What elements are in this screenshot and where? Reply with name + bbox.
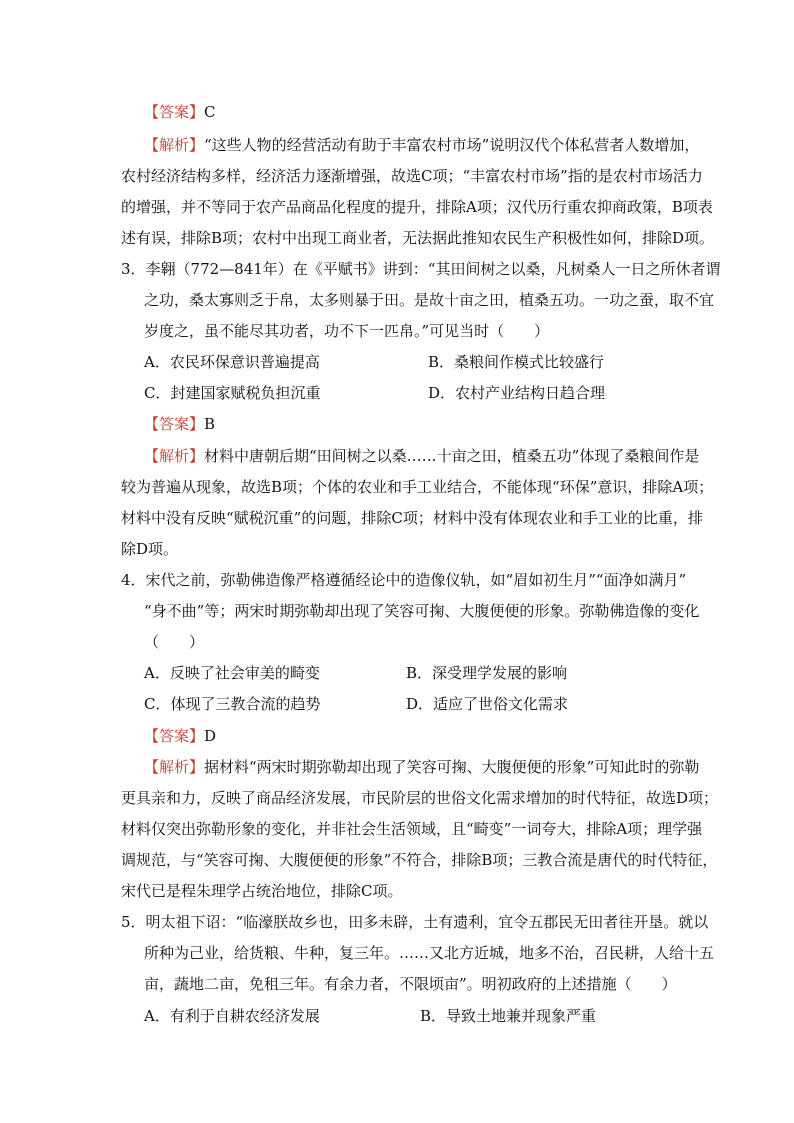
q4-answer-line (144, 726, 216, 746)
q4-analysis-line-5: 宋代已是程朱理学占统治地位，排除C项。 (121, 882, 403, 900)
answer-tag: 【答案】 (144, 727, 205, 745)
q4-option-b: B．深受理学发展的影响 (406, 664, 568, 682)
q2-analysis-line-3: 的增强，并不等同于农产品商品化程度的提升，排除A项；汉代历行重农抑商政策，B项表 (121, 198, 713, 216)
q4-stem-line-3: （ ） (144, 633, 205, 651)
q3-stem-line-2: 之功，桑太寡则乏于帛，太多则暴于田。是故十亩之田，植桑五功。一功之蚕，取不宜 (144, 291, 715, 309)
q3-analysis-line-3: 材料中没有反映“赋税沉重”的问题，排除C项；材料中没有体现农业和手工业的比重，排 (121, 509, 703, 527)
analysis-text: 材料中唐朝后期“田间树之以桑……十亩之田，植桑五功”体现了桑粮间作是 (204, 447, 700, 465)
q3-option-c: C．封建国家赋税负担沉重 (144, 384, 321, 402)
q4-stem-line-1: 4．宋代之前，弥勒佛造像严格遵循经论中的造像仪轨，如“眉如初生月”“面净如满月” (121, 571, 687, 589)
answer-value: C (204, 103, 216, 121)
q4-option-c: C．体现了三教合流的趋势 (144, 695, 321, 713)
q2-analysis-line-1 (144, 135, 699, 155)
q5-stem-line-2: 所种为己业，给货粮、牛种，复三年。……又北方近城，地多不治，召民耕，人给十五 (144, 944, 715, 962)
q2-analysis-line-4: 述有误，排除B项；农村中出现工商业者，无法据此推知农民生产积极性如何，排除D项。 (121, 229, 715, 247)
q3-analysis-line-1 (144, 446, 699, 466)
q5-option-b: B．导致土地兼并现象严重 (420, 1007, 597, 1025)
q4-analysis-line-2: 更具亲和力，反映了商品经济发展，市民阶层的世俗文化需求增加的时代特征，故选D项； (121, 789, 719, 807)
q4-option-d: D．适应了世俗文化需求 (406, 695, 569, 713)
q4-analysis-line-3: 材料仅突出弥勒形象的变化，并非社会生活领域，且“畸变”一词夸大，排除A项；理学强 (121, 820, 703, 838)
q3-stem-line-1: 3．李翱（772—841年）在《平赋书》讲到：“其田间树之以桑，凡树桑人一日之所休者谓 (121, 260, 721, 278)
answer-value: D (204, 727, 217, 745)
q5-stem-line-3: 亩，蔬地二亩，免租三年。有余力者，不限顷亩”。明初政府的上述措施（ ） (144, 975, 677, 993)
analysis-text: “这些人物的经营活动有助于丰富农村市场”说明汉代个体私营者人数增加， (204, 136, 700, 154)
analysis-tag: 【解析】 (144, 136, 205, 154)
q3-stem-line-3: 岁度之，虽不能尽其功者，功不下一匹帛。”可见当时（ ） (144, 322, 550, 340)
q5-stem-line-1: 5．明太祖下诏：“临濠朕故乡也，田多未辟，土有遗利，宜令五郡民无田者往开垦。就以 (121, 913, 709, 931)
answer-tag: 【答案】 (144, 415, 205, 433)
analysis-tag: 【解析】 (144, 447, 205, 465)
q2-answer-line (144, 102, 216, 122)
analysis-text: 据材料“两宋时期弥勒却出现了笑容可掬、大腹便便的形象”可知此时的弥勒 (204, 758, 700, 776)
q3-option-b: B．桑粮间作模式比较盛行 (428, 353, 605, 371)
q3-answer-line (144, 414, 215, 434)
q3-analysis-line-2: 较为普遍从现象，故选B项；个体的农业和手工业结合，不能体现“环保”意识，排除A项； (121, 478, 714, 496)
q5-option-a: A．有利于自耕农经济发展 (144, 1007, 320, 1025)
q4-analysis-line-4: 调规范，与“笑容可掬、大腹便便的形象”不符合，排除B项；三教合流是唐代的时代特征， (121, 851, 718, 869)
q4-option-a: A．反映了社会审美的畸变 (144, 664, 320, 682)
answer-value: B (204, 415, 216, 433)
answer-tag: 【答案】 (144, 103, 205, 121)
q4-analysis-line-1 (144, 757, 699, 777)
q3-option-a: A．农民环保意识普遍提高 (144, 353, 320, 371)
analysis-tag: 【解析】 (144, 758, 205, 776)
q3-analysis-line-4: 除D项。 (121, 540, 179, 558)
q3-option-d: D．农村产业结构日趋合理 (428, 384, 606, 402)
q4-stem-line-2: “身不曲”等；两宋时期弥勒却出现了笑容可掬、大腹便便的形象。弥勒佛造像的变化 (144, 602, 700, 620)
q2-analysis-line-2: 农村经济结构多样，经济活力逐渐增强，故选C项；“丰富农村市场”指的是农村市场活力 (121, 167, 703, 185)
